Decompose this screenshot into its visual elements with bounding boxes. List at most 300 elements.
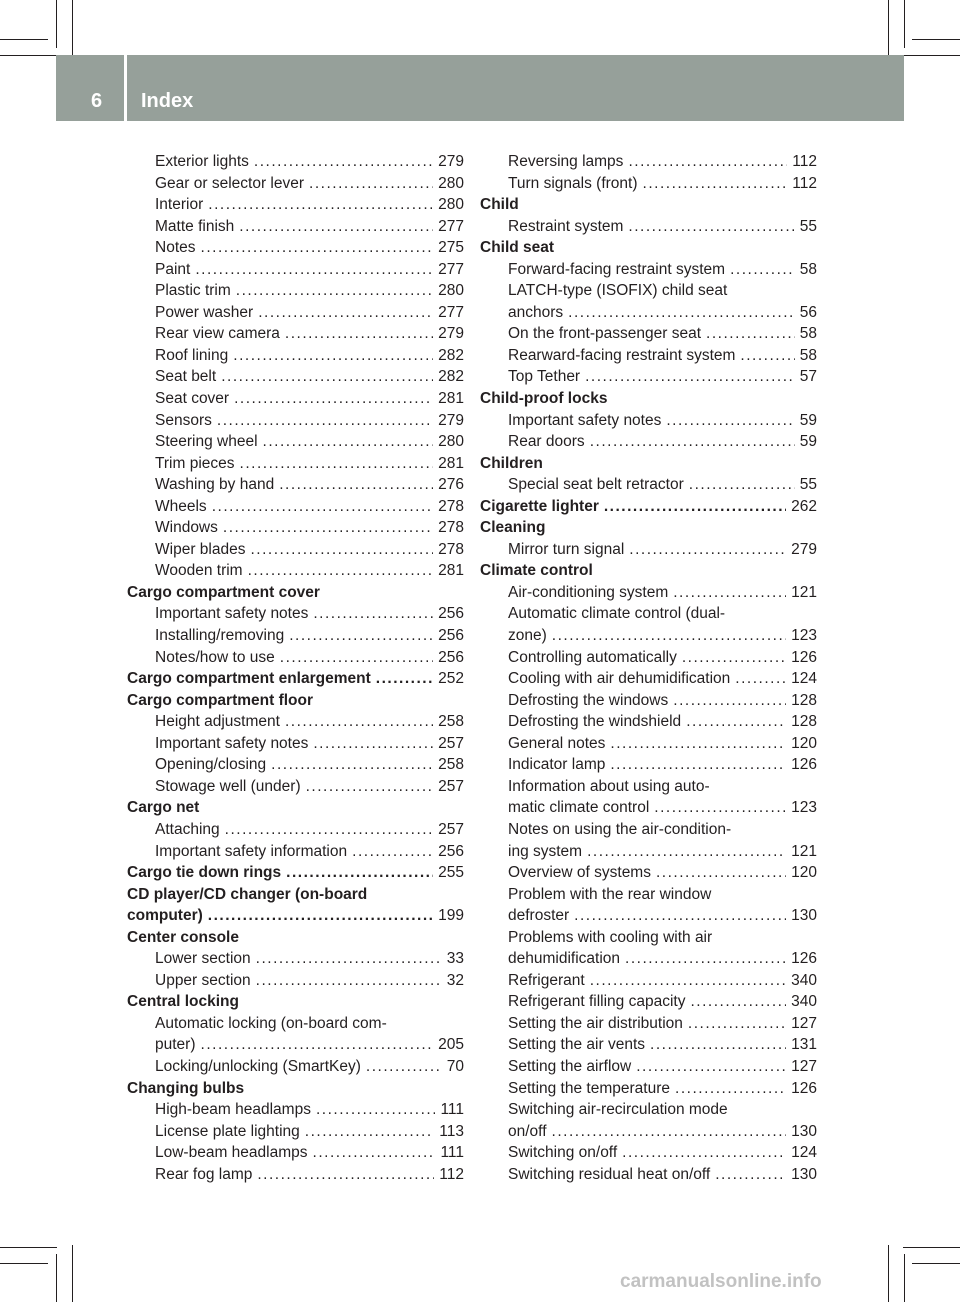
leader-dots [208,905,433,927]
entry-label: Steering wheel [155,433,258,451]
page-ref[interactable]: 131 [791,1036,817,1054]
page-ref[interactable]: 278 [438,519,464,537]
index-heading [127,582,464,604]
page-ref[interactable]: 256 [438,648,464,666]
index-entry [127,603,464,625]
entry-label: Top Tether [508,368,581,386]
index-entry [480,366,817,388]
entry-label: on/off [508,1122,547,1140]
page-ref[interactable]: 280 [438,433,464,451]
index-entry [480,797,817,819]
leader-dots [221,366,433,388]
index-entry [480,884,817,906]
index-entry [127,711,464,733]
crop-mark [888,1245,889,1302]
index-entry [480,819,817,841]
page-ref[interactable]: 280 [438,282,464,300]
entry-label: Cigarette lighter [480,497,599,515]
entry-label: Indicator lamp [508,756,606,774]
page-ref[interactable]: 252 [438,670,464,688]
leader-dots [258,302,433,324]
entry-label: Controlling automatically [508,648,677,666]
crop-mark [0,1247,57,1248]
page-ref[interactable]: 256 [438,842,464,860]
entry-label: Problems with cooling with air [508,928,713,946]
page-ref[interactable]: 70 [446,1057,464,1075]
index-entry [127,496,464,518]
leader-dots [666,410,794,432]
index-entry [480,927,817,949]
index-heading [480,194,817,216]
index-entry [127,1013,464,1035]
index-entry [480,1142,817,1164]
page-ref[interactable]: 199 [438,907,464,925]
entry-label: Upper section [155,971,251,989]
leader-dots [690,991,786,1013]
page-ref[interactable]: 127 [791,1014,817,1032]
page-ref[interactable]: 126 [791,756,817,774]
leader-dots [271,754,433,776]
entry-label: Child [480,196,519,214]
index-entry [127,237,464,259]
index-heading [480,517,817,539]
entry-label: Rear fog lamp [155,1165,253,1183]
leader-dots [636,1056,786,1078]
index-entry [127,366,464,388]
entry-label: Switching on/off [508,1144,618,1162]
entry-label: Windows [155,519,218,537]
page-ref[interactable]: 340 [791,971,817,989]
entry-label: Central locking [127,993,239,1011]
entry-label: Air-conditioning system [508,583,669,601]
page-number: 6 [91,90,103,112]
page-ref[interactable]: 126 [791,950,817,968]
index-entry [480,259,817,281]
page-ref[interactable]: 257 [438,777,464,795]
entry-label: Overview of systems [508,864,651,882]
page-ref[interactable]: 121 [791,842,817,860]
leader-dots [201,237,434,259]
entry-label: Important safety notes [155,605,309,623]
index-entry [480,474,817,496]
entry-label: Wooden trim [155,562,243,580]
entry-label: Cargo compartment enlargement [127,670,371,688]
entry-label: Important safety notes [508,411,662,429]
page-ref[interactable]: 120 [791,734,817,752]
index-entry [127,388,464,410]
page-ref[interactable]: 256 [438,627,464,645]
leader-dots [376,668,433,690]
leader-dots [234,388,433,410]
index-heading [127,862,464,884]
leader-dots [673,582,786,604]
leader-dots [740,345,794,367]
leader-dots [316,1099,435,1121]
entry-label: Power washer [155,303,254,321]
index-entry [127,453,464,475]
page-ref[interactable]: 282 [438,368,464,386]
leader-dots [568,302,795,324]
page-ref[interactable]: 280 [438,174,464,192]
page-ref[interactable]: 113 [439,1122,464,1140]
index-heading [127,905,464,927]
index-heading [480,388,817,410]
entry-label: Defrosting the windshield [508,713,682,731]
entry-label: Child-proof locks [480,390,608,408]
leader-dots [257,1164,434,1186]
index-entry [127,345,464,367]
entry-label: Gear or selector lever [155,174,305,192]
entry-label: Climate control [480,562,593,580]
index-entry [480,647,817,669]
page-ref[interactable]: 128 [791,691,817,709]
index-entry [480,216,817,238]
leader-dots [552,625,786,647]
entry-label: Restraint system [508,217,624,235]
entry-label: Switching air-recirculation mode [508,1101,728,1119]
index-entry [127,194,464,216]
page-ref[interactable]: 282 [438,346,464,364]
index-entry [127,560,464,582]
page-ref[interactable]: 205 [438,1036,464,1054]
leader-dots [306,776,434,798]
page-ref[interactable]: 123 [791,627,817,645]
index-entry [480,970,817,992]
entry-label: Installing/removing [155,627,285,645]
leader-dots [248,560,434,582]
entry-label: Important safety information [155,842,348,860]
page-ref[interactable]: 275 [438,239,464,257]
index-entry [127,259,464,281]
page-ref[interactable]: 55 [799,217,817,235]
page-ref[interactable]: 257 [438,820,464,838]
index-entry [480,991,817,1013]
index-entry [127,1056,464,1078]
page-ref[interactable]: 111 [440,1101,464,1119]
page-ref[interactable]: 58 [799,346,817,364]
leader-dots [622,1142,786,1164]
crop-mark [904,0,905,48]
page-ref[interactable]: 121 [791,583,817,601]
index-entry [480,668,817,690]
entry-label: computer) [127,907,203,925]
entry-label: ing system [508,842,583,860]
entry-label: Child seat [480,239,555,257]
index-entry [480,776,817,798]
index-entry [127,776,464,798]
index-column-left [127,151,464,1185]
page-ref[interactable]: 262 [791,497,817,515]
leader-dots [313,733,433,755]
leader-dots [706,323,795,345]
index-entry [480,280,817,302]
crop-mark [903,1247,960,1248]
index-entry [480,539,817,561]
leader-dots [208,194,433,216]
crop-mark [912,1263,960,1264]
page-ref[interactable]: 126 [791,648,817,666]
crop-mark [56,0,57,48]
entry-label: High-beam headlamps [155,1101,311,1119]
index-entry [127,1121,464,1143]
entry-label: Switching residual heat on/off [508,1165,711,1183]
leader-dots [625,948,786,970]
entry-label: Forward-facing restraint system [508,260,726,278]
leader-dots [675,1078,786,1100]
entry-label: zone) [508,627,547,645]
entry-label: Refrigerant [508,971,585,989]
entry-label: Special seat belt retractor [508,476,684,494]
index-entry [480,841,817,863]
leader-dots [590,970,786,992]
crop-mark [72,0,73,57]
index-entry [480,603,817,625]
leader-dots [286,862,433,884]
crop-mark [72,1245,73,1302]
leader-dots [305,1121,435,1143]
page-ref[interactable]: 278 [438,540,464,558]
leader-dots [239,216,433,238]
entry-label: Mirror turn signal [508,540,625,558]
index-entry [480,151,817,173]
page-ref[interactable]: 112 [792,153,817,170]
leader-dots [650,1034,786,1056]
entry-label: Cooling with air dehumidification [508,670,731,688]
leader-dots [256,970,442,992]
crop-mark [0,39,48,40]
leader-dots [604,496,786,518]
entry-label: Cargo net [127,799,200,817]
page-ref[interactable]: 127 [791,1057,817,1075]
index-entry [127,151,464,173]
crop-mark [903,55,960,56]
entry-label: Setting the air vents [508,1036,645,1054]
page-ref[interactable]: 279 [791,540,817,558]
leader-dots [654,797,786,819]
entry-label: Interior [155,196,204,214]
index-entry [480,733,817,755]
leader-dots [217,410,433,432]
page-ref[interactable]: 276 [438,476,464,494]
entry-label: Opening/closing [155,756,267,774]
page-ref[interactable]: 124 [791,670,817,688]
index-heading [480,560,817,582]
index-entry [480,1099,817,1121]
entry-label: Locking/unlocking (SmartKey) [155,1057,361,1075]
page-ref[interactable]: 280 [438,196,464,214]
crop-mark [0,55,57,56]
page-ref[interactable]: 126 [791,1079,817,1097]
index-entry [127,841,464,863]
page-ref[interactable]: 128 [791,713,817,731]
entry-label: Rear view camera [155,325,280,343]
index-entry [480,431,817,453]
entry-label: Children [480,454,543,472]
index-entry [127,754,464,776]
index-entry [127,1099,464,1121]
leader-dots [285,323,433,345]
entry-label: Turn signals (front) [508,174,638,192]
index-entry [480,1034,817,1056]
leader-dots [250,539,433,561]
index-entry [480,690,817,712]
page-ref[interactable]: 278 [438,497,464,515]
page-ref[interactable]: 33 [446,950,464,968]
index-heading [127,668,464,690]
entry-label: Paint [155,260,191,278]
index-heading [480,496,817,518]
leader-dots [587,841,786,863]
page-ref[interactable]: 59 [799,411,817,429]
entry-label: Cargo tie down rings [127,864,282,882]
index-entry [127,1142,464,1164]
entry-label: Attaching [155,820,220,838]
page-ref[interactable]: 120 [791,864,817,882]
page-ref[interactable]: 123 [791,799,817,817]
entry-label: Cleaning [480,519,546,537]
index-entry [480,905,817,927]
entry-label: General notes [508,734,606,752]
entry-label: Stowage well (under) [155,777,301,795]
entry-label: Information about using auto- [508,777,710,795]
leader-dots [240,453,434,475]
entry-label: Setting the air distribution [508,1014,683,1032]
index-entry [480,1164,817,1186]
entry-label: Problem with the rear window [508,885,712,903]
leader-dots [574,905,786,927]
page-title: Index [141,90,194,112]
leader-dots [715,1164,786,1186]
leader-dots [628,216,794,238]
page-ref[interactable]: 281 [438,390,464,408]
leader-dots [212,496,433,518]
page-ref[interactable]: 57 [799,368,817,386]
entry-label: Lower section [155,950,251,968]
index-entry [127,302,464,324]
page-ref[interactable]: 255 [438,864,464,882]
page-ref[interactable]: 58 [799,325,817,343]
entry-label: Rear doors [508,433,585,451]
header-divider [124,55,127,121]
page-ref[interactable]: 130 [791,1122,817,1140]
leader-dots [688,1013,786,1035]
leader-dots [254,151,433,173]
leader-dots [223,517,433,539]
page-ref[interactable]: 279 [438,153,464,170]
leader-dots [233,345,433,367]
leader-dots [552,1121,787,1143]
entry-label: Rearward-facing restraint system [508,346,736,364]
page-ref[interactable]: 130 [791,1165,817,1183]
entry-label: dehumidification [508,950,621,968]
leader-dots [309,173,433,195]
page-ref[interactable]: 281 [438,562,464,580]
page-ref[interactable]: 130 [791,907,817,925]
page-ref[interactable]: 340 [791,993,817,1011]
index-entry [127,970,464,992]
entry-label: Low-beam headlamps [155,1144,308,1162]
entry-label: Matte finish [155,217,235,235]
leader-dots [313,603,433,625]
index-entry [127,733,464,755]
index-heading [480,453,817,475]
entry-label: Automatic locking (on-board com- [155,1014,387,1032]
entry-label: Exterior lights [155,153,249,170]
entry-label: Automatic climate control (dual- [508,605,726,623]
entry-label: Wiper blades [155,540,246,558]
entry-label: Important safety notes [155,734,309,752]
page-ref[interactable]: 59 [799,433,817,451]
page-ref[interactable]: 257 [438,734,464,752]
leader-dots [735,668,786,690]
index-heading [127,884,464,906]
index-entry [127,173,464,195]
index-entry [127,323,464,345]
index-entry [480,1056,817,1078]
page-ref[interactable]: 277 [438,260,464,278]
entry-label: Defrosting the windows [508,691,669,709]
page-ref[interactable]: 258 [438,713,464,731]
entry-label: On the front-passenger seat [508,325,702,343]
entry-label: Height adjustment [155,713,280,731]
index-heading [127,927,464,949]
crop-mark [888,0,889,57]
page-ref[interactable]: 55 [799,476,817,494]
index-entry [127,517,464,539]
entry-label: Notes/how to use [155,648,275,666]
page-ref[interactable]: 258 [438,756,464,774]
entry-label: Wheels [155,497,207,515]
page-ref[interactable]: 58 [799,260,817,278]
index-entry [127,410,464,432]
index-entry [127,948,464,970]
page-ref[interactable]: 56 [799,303,817,321]
page-ref[interactable]: 281 [438,454,464,472]
leader-dots [256,948,442,970]
page-ref[interactable]: 279 [438,411,464,429]
entry-label: Seat belt [155,368,217,386]
index-entry [480,754,817,776]
page-ref[interactable]: 112 [439,1165,464,1183]
page-ref[interactable]: 277 [438,303,464,321]
leader-dots [610,754,786,776]
page-ref[interactable]: 32 [446,971,464,989]
entry-label: defroster [508,907,570,925]
page-ref[interactable]: 112 [792,174,817,192]
leader-dots [263,431,434,453]
leader-dots [313,1142,436,1164]
index-entry [127,539,464,561]
leader-dots [225,819,433,841]
watermark: carmanualsonline.info [620,1271,822,1292]
index-heading [480,237,817,259]
page-ref[interactable]: 277 [438,217,464,235]
entry-label: puter) [155,1036,196,1054]
page-ref[interactable]: 124 [791,1144,817,1162]
entry-label: Sensors [155,411,212,429]
crop-mark [56,1254,57,1302]
entry-label: matic climate control [508,799,650,817]
entry-label: Roof lining [155,346,229,364]
index-entry [127,216,464,238]
page-ref[interactable]: 111 [440,1144,464,1162]
page-ref[interactable]: 279 [438,325,464,343]
entry-label: Center console [127,928,239,946]
page-ref[interactable]: 256 [438,605,464,623]
leader-dots [686,711,786,733]
index-entry [480,1013,817,1035]
crop-mark [912,39,960,40]
